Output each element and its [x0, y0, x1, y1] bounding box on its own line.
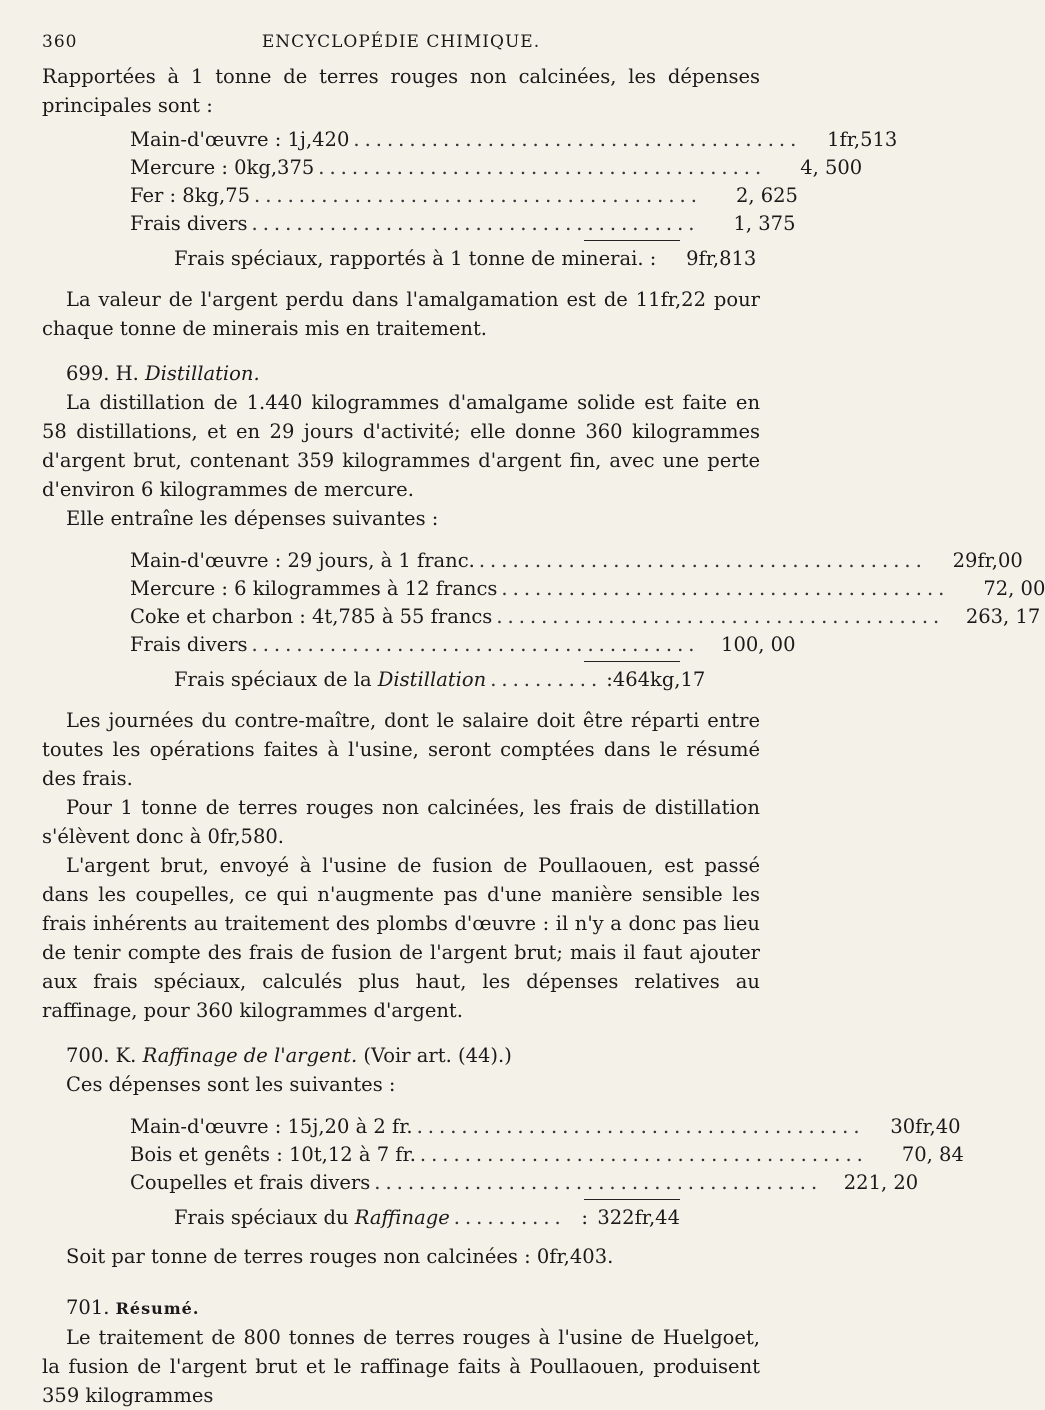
total-label-text: Frais spéciaux du — [174, 1206, 349, 1229]
total-label — [174, 1204, 450, 1232]
cost-label: Bois et genêts : 10t,12 à 7 fr. — [130, 1143, 416, 1166]
cost-value: 30fr,40 — [890, 1115, 961, 1138]
raw-silver-paragraph: L'argent brut, envoyé à l'usine de fusion de Poullaouen, est passé dans les coupelles, ce qui n'augmente pas d'une manière sensible les frais inhérents au traitement des plombs d'œuvre : il n'y a donc pas lieu de tenir compte des frais de fusion de l'argent brut; mais il faut ajouter aux frais spéciaux, calculés plus haut, les dépenses relatives au raffinage, pour 360 kilogrammes d'argent. — [42, 854, 760, 1022]
cost-value: 29fr,00 — [952, 549, 1023, 572]
leader-dots: ........................................ — [254, 184, 702, 207]
running-title: ENCYCLOPÉDIE CHIMIQUE. — [261, 32, 541, 52]
leader-dots: ........................................ — [353, 128, 802, 151]
leader-dots: .......... — [490, 668, 603, 691]
leader-dots: ........................................ — [251, 633, 700, 656]
cost-label: Coupelles et frais divers — [130, 1171, 371, 1194]
total-label-emphasis: Distillation — [377, 668, 487, 691]
section-700-heading — [42, 1041, 760, 1070]
total-colon: : — [581, 1206, 588, 1229]
cost-label: Frais divers — [130, 212, 248, 235]
cost-table-amalgamation — [130, 126, 898, 273]
cost-row — [130, 603, 1041, 631]
cost-row — [130, 1169, 919, 1197]
leader-dots: ........................................ — [478, 549, 927, 572]
cost-row — [130, 154, 863, 182]
cost-total-row — [174, 245, 757, 273]
cost-label: Frais divers — [130, 633, 248, 656]
refining-per-ton-paragraph: Soit par tonne de terres rouges non calcinées : 0fr,403. — [66, 1245, 614, 1268]
section-number: 700. K. — [66, 1044, 137, 1067]
leader-dots: ........................................ — [374, 1171, 823, 1194]
section-number: 701. — [66, 1296, 110, 1319]
cost-total-row — [174, 666, 706, 694]
cost-value: 1fr,513 — [827, 128, 898, 151]
page-number: 360 — [42, 32, 78, 52]
total-value: 9fr,813 — [686, 247, 757, 270]
total-label-text: Frais spéciaux de la — [174, 668, 372, 691]
foreman-paragraph: Les journées du contre-maître, dont le salaire doit être réparti entre toutes les opérations faites à l'usine, seront comptées dans le résumé des frais. — [42, 709, 760, 790]
cost-label: Main-d'œuvre : 29 jours, à 1 franc. — [130, 549, 475, 572]
cost-value: 2, 625 — [735, 184, 798, 207]
section-701-heading — [42, 1293, 760, 1323]
cost-value: 221, 20 — [843, 1171, 919, 1194]
total-value: 464kg,17 — [612, 668, 706, 691]
cost-label: Main-d'œuvre : 15j,20 à 2 fr. — [130, 1115, 413, 1138]
cost-value: 72, 00 — [983, 577, 1045, 600]
total-label: Frais spéciaux, rapportés à 1 tonne de minerai. : — [174, 247, 657, 270]
intro-paragraph: Rapportées à 1 tonne de terres rouges non calcinées, les dépenses principales sont : — [42, 65, 760, 117]
leader-dots: ........................................ — [419, 1143, 868, 1166]
leader-dots: ........................................ — [496, 605, 945, 628]
cost-row — [130, 1113, 961, 1141]
section-number: 699. H. — [66, 362, 139, 385]
cost-row — [130, 210, 796, 238]
leader-dots: ........................................ — [251, 212, 700, 235]
cost-value: 4, 500 — [800, 156, 863, 179]
cost-table-refining — [130, 1113, 964, 1232]
total-label — [174, 666, 486, 694]
cost-label: Coke et charbon : 4t,785 à 55 francs — [130, 605, 493, 628]
summary-paragraph: Le traitement de 800 tonnes de terres rouges à l'usine de Huelgoet, la fusion de l'argent brut et le raffinage faits à Poullaouen, produisent 359 kilogrammes — [42, 1326, 760, 1407]
section-title: Raffinage de l'argent. — [142, 1044, 358, 1067]
cost-row — [130, 1141, 964, 1169]
total-colon: : — [606, 668, 613, 691]
page-header — [42, 26, 760, 62]
sum-rule — [584, 240, 680, 241]
leader-dots: ........................................ — [318, 156, 767, 179]
cost-value: 263, 17 — [965, 605, 1041, 628]
cost-label: Main-d'œuvre : 1j,420 — [130, 128, 350, 151]
cost-row — [130, 631, 796, 659]
section-title: Résumé. — [115, 1299, 200, 1318]
section-reference: (Voir art. (44).) — [363, 1044, 512, 1067]
expenses-intro: Elle entraîne les dépenses suivantes : — [66, 507, 439, 530]
total-value: 322fr,44 — [597, 1206, 680, 1229]
amalgamation-loss-paragraph: La valeur de l'argent perdu dans l'amalgamation est de 11fr,22 pour chaque tonne de minerais mis en traitement. — [42, 288, 760, 340]
section-title: Distillation. — [145, 362, 260, 385]
cost-row — [130, 182, 798, 210]
cost-value: 1, 375 — [733, 212, 796, 235]
distillation-paragraph: La distillation de 1.440 kilogrammes d'amalgame solide est faite en 58 distillations, et en 29 jours d'activité; elle donne 360 kilogrammes d'argent brut, contenant 359 kilogrammes d'argent fin, avec une perte d'environ 6 kilogrammes de mercure. — [42, 391, 760, 501]
distillation-cost-paragraph: Pour 1 tonne de terres rouges non calcinées, les frais de distillation s'élèvent donc à 0fr,580. — [42, 796, 760, 848]
cost-value: 70, 84 — [901, 1143, 964, 1166]
cost-row — [130, 547, 1023, 575]
leader-dots: ........................................ — [416, 1115, 865, 1138]
cost-total-row — [174, 1204, 680, 1232]
cost-table-distillation — [130, 547, 1045, 694]
cost-label: Fer : 8kg,75 — [130, 184, 251, 207]
expenses-intro: Ces dépenses sont les suivantes : — [66, 1073, 396, 1096]
sum-rule — [584, 661, 680, 662]
cost-value: 100, 00 — [721, 633, 796, 656]
total-label-emphasis: Raffinage — [354, 1206, 450, 1229]
cost-label: Mercure : 6 kilogrammes à 12 francs — [130, 577, 498, 600]
leader-dots: .......... — [453, 1206, 566, 1229]
section-699-heading — [42, 359, 760, 388]
leader-dots: ........................................ — [501, 577, 950, 600]
cost-row — [130, 126, 898, 154]
cost-row — [130, 575, 1045, 603]
cost-label: Mercure : 0kg,375 — [130, 156, 315, 179]
sum-rule — [584, 1199, 680, 1200]
